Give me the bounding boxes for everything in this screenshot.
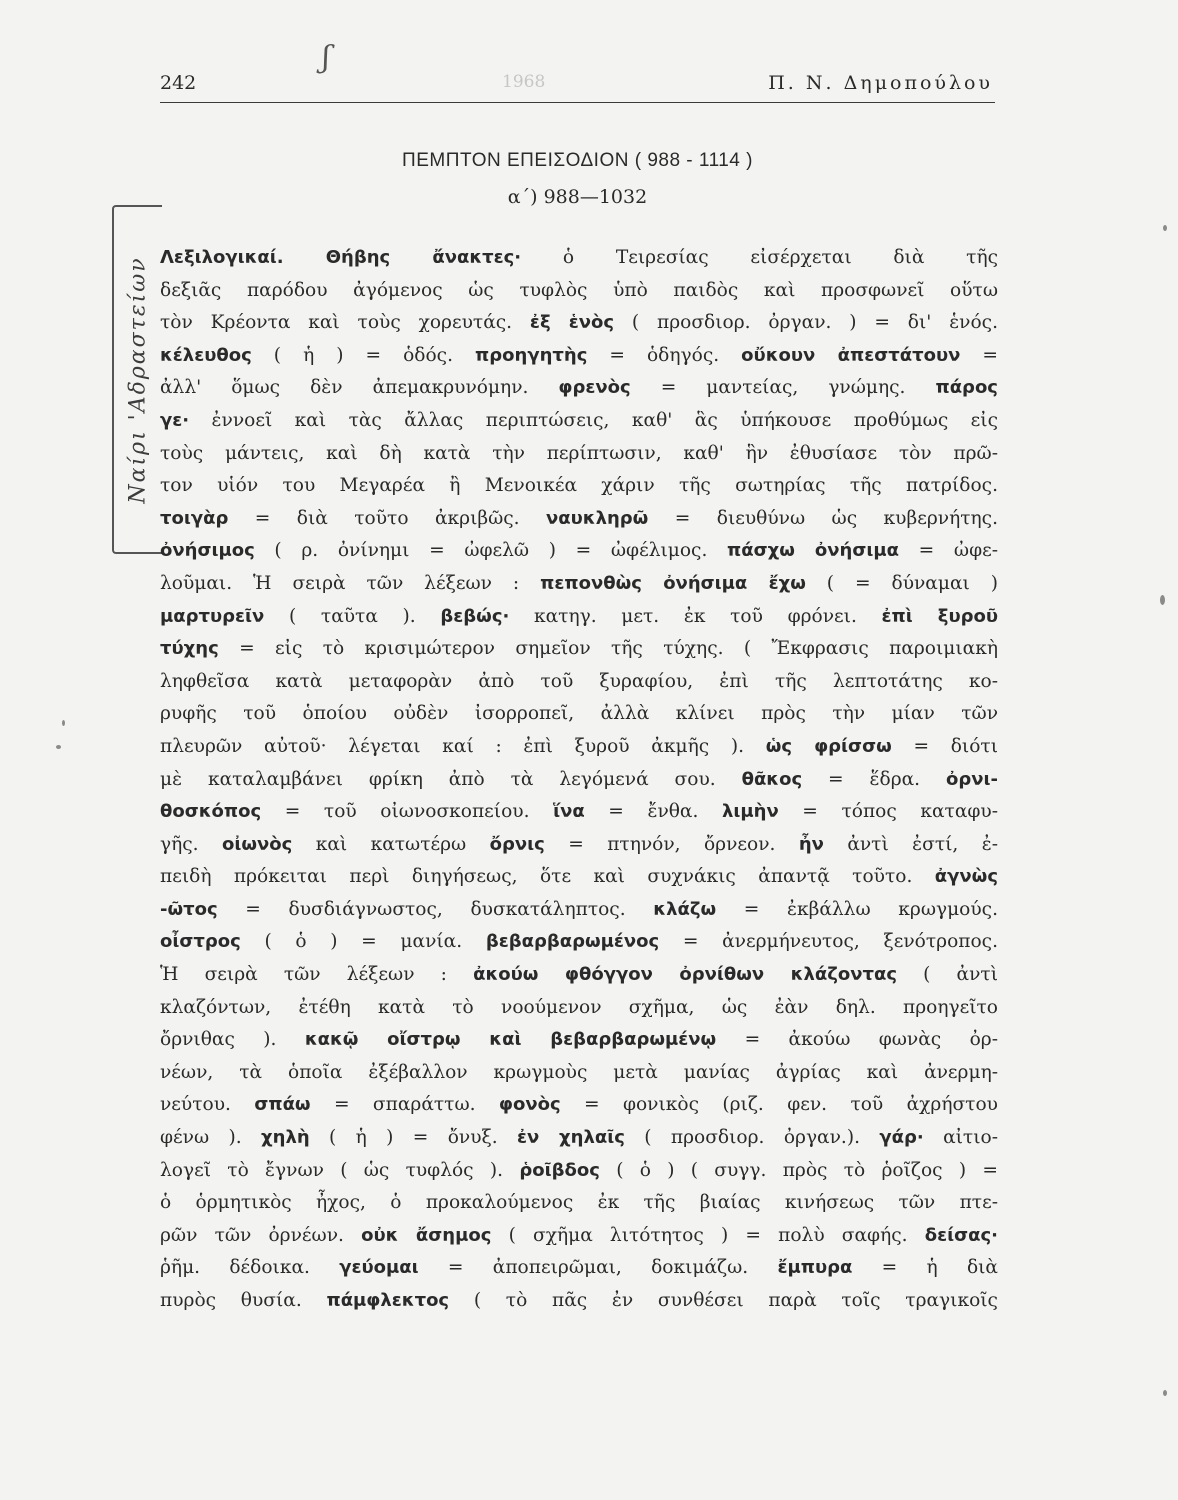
gloss-text: ἐννοεῖ καὶ τὰς ἄλλας περιπτώσεις, καθ' ἃς ὑπήκουσε προθύμως εἰς — [189, 409, 998, 431]
lemma-term: οὐκ ἄσημος — [361, 1224, 492, 1246]
gloss-text: = διὰ τοῦτο ἀκριβῶς. — [228, 507, 547, 529]
gloss-text: νεύτου. — [160, 1094, 255, 1116]
gloss-text: = δυσδιάγνωστος, δυσκατάληπτος. — [217, 898, 654, 920]
lemma-term: γάρ· — [879, 1127, 924, 1149]
gloss-text: ( σχῆμα λιτότητος ) = πολὺ σαφής. — [491, 1224, 925, 1246]
speck — [1160, 595, 1165, 605]
page-header — [160, 72, 995, 103]
gloss-text: μὲ καταλαμβάνει φρίκη ἀπὸ τὰ λεγόμενά σου. — [160, 768, 742, 790]
text-line — [160, 633, 998, 666]
text-line — [160, 1122, 998, 1155]
lemma-term: κέλευθος — [160, 344, 252, 366]
gloss-text: = ἐκβάλλω κρωγμούς. — [716, 898, 998, 920]
lemma-term: ἦν — [798, 833, 824, 855]
gloss-text: τον υἱόν του Μεγαρέα ἢ Μενοικέα χάριν τῆς σωτηρίας τῆς πατρίδος. — [160, 475, 998, 497]
gloss-text: = — [960, 344, 998, 366]
gloss-text: κατηγ. μετ. ἐκ τοῦ φρόνει. — [509, 605, 882, 627]
lemma-term: τύχης — [160, 638, 219, 660]
gloss-text: κλαζόντων, ἐτέθη κατὰ τὸ νοούμενον σχῆμα, ὡς ἐὰν δηλ. προηγεῖτο — [160, 996, 998, 1018]
gloss-text: = μαντείας, γνώμης. — [630, 377, 936, 399]
speck — [1163, 225, 1167, 231]
gloss-text: ὁ Τειρεσίας εἰσέρχεται διὰ τῆς — [521, 247, 998, 268]
gloss-text: = εἰς τὸ κρισιμώτερον σημεῖον τῆς τύχης. ( Ἔκφρασις παροιμιακὴ — [218, 638, 998, 660]
gloss-text: νέων, τὰ ὁποῖα ἐξέβαλλον κρωγμοὺς μετὰ μανίας ἀγρίας καὶ ἀνερμη- — [160, 1061, 998, 1083]
lemma-term: ναυκληρῶ — [546, 507, 649, 529]
pen-scribble: ʃ — [322, 40, 331, 75]
handwritten-margin-note — [112, 205, 162, 554]
gloss-text: ρυφῆς τοῦ ὁποίου οὐδὲν ἰσορροπεῖ, ἀλλὰ κλίνει πρὸς τὴν μίαν τῶν — [160, 703, 998, 725]
text-line — [160, 535, 998, 568]
text-line — [160, 1057, 998, 1090]
margin-note-text: Ναίρι 'Αδραστείων — [125, 255, 151, 504]
lemma-term: κακῷ οἴστρῳ καὶ βεβαρβαρωμένῳ — [304, 1029, 717, 1051]
gloss-text: πυρὸς θυσία. — [160, 1290, 327, 1311]
gloss-text: ρῶν τῶν ὀρνέων. — [160, 1224, 362, 1246]
gloss-text: γῆς. — [160, 833, 222, 855]
text-line — [160, 503, 998, 536]
lemma-term: βεβώς· — [440, 605, 510, 627]
gloss-text: ὄρνιθας ). — [160, 1029, 305, 1051]
lemma-term: βεβαρβαρωμένος — [485, 931, 660, 953]
gloss-text: ( τὸ πᾶς ἐν συνθέσει παρὰ τοῖς τραγικοῖς — [449, 1290, 998, 1311]
body-text — [160, 242, 998, 1318]
gloss-text: ἀντὶ ἐστί, ἐ- — [823, 833, 998, 855]
text-line — [160, 926, 998, 959]
lemma-term: φονὸς — [498, 1094, 561, 1116]
gloss-text: = διότι — [891, 735, 998, 757]
lemma-term: -ῶτος — [160, 898, 218, 920]
text-line — [160, 470, 998, 503]
lemma-term: γε· — [160, 409, 190, 431]
lemma-term: σπάω — [254, 1094, 311, 1116]
text-line — [160, 764, 998, 797]
gloss-text: ( ὁ ) ( συγγ. πρὸς τὸ ῥοῖζος ) = — [599, 1159, 998, 1181]
text-line — [160, 666, 998, 699]
lemma-term: θᾶκος — [741, 768, 803, 790]
gloss-text: Ἡ σειρὰ τῶν λέξεων : — [160, 964, 474, 986]
lemma-term: ὀρνι- — [946, 768, 998, 790]
lemma-term: ὡς φρίσσω — [765, 735, 892, 757]
lemma-term: πάσχω ὀνήσιμα — [727, 540, 900, 562]
gloss-text: = ἀποπειρῶμαι, δοκιμάζω. — [418, 1257, 778, 1279]
gloss-text: ( προσδιορ. ὀργαν. ) = δι' ἑνός. — [614, 312, 998, 334]
text-line — [160, 829, 998, 862]
text-line — [160, 894, 998, 927]
lemma-term: κλάζω — [653, 898, 717, 920]
lemma-term: ἐν χηλαῖς — [517, 1127, 625, 1149]
gloss-text: ( ἡ ) = ὄνυξ. — [309, 1127, 518, 1149]
lemma-term: θοσκόπος — [160, 801, 262, 823]
text-line — [160, 796, 998, 829]
text-line — [160, 1155, 998, 1188]
text-line — [160, 731, 998, 764]
lemma-term: πάμφλεκτος — [326, 1290, 450, 1311]
lemma-term: ἐπὶ ξυροῦ — [881, 605, 998, 627]
gloss-text: ( = δύναμαι ) — [805, 572, 998, 594]
gloss-text: ( ἡ ) = ὁδός. — [251, 344, 476, 366]
text-line — [160, 275, 998, 308]
gloss-text: αἰτιο- — [923, 1127, 998, 1149]
gloss-text: = ὁδηγός. — [587, 344, 742, 366]
lemma-term: ὄρνις — [489, 833, 545, 855]
text-line — [160, 861, 998, 894]
subsection-title: α΄) 988—1032 — [507, 186, 648, 208]
speck — [62, 720, 65, 726]
lemma-term: τοιγὰρ — [160, 507, 229, 529]
lemma-term: ἔμπυρα — [777, 1257, 853, 1279]
lemma-term: ῥοῖβδος — [519, 1159, 600, 1181]
text-line — [160, 959, 998, 992]
gloss-text: = ἡ διὰ — [852, 1257, 998, 1279]
section-title: ΠΕΜΠΤΟΝ ΕΠΕΙΣΟΔΙΟΝ ( 988 - 1114 ) — [402, 150, 753, 171]
text-line — [160, 340, 998, 373]
text-line — [160, 1285, 998, 1318]
gloss-text: ( ταῦτα ). — [264, 605, 441, 627]
gloss-text: = ἕδρα. — [802, 768, 946, 790]
lemma-term: δείσας· — [924, 1224, 998, 1246]
gloss-text: = διευθύνω ὡς κυβερνήτης. — [648, 507, 998, 529]
running-head: Π. Ν. Δημοπούλου — [768, 72, 993, 94]
text-line — [160, 992, 998, 1025]
gloss-text: πλευρῶν αὐτοῦ· λέγεται καί : ἐπὶ ξυροῦ ἀκμῆς ). — [160, 735, 766, 757]
gloss-text: τοὺς μάντεις, καὶ δὴ κατὰ τὴν περίπτωσιν, καθ' ἣν ἐθυσίασε τὸν πρῶ- — [160, 442, 998, 464]
text-line — [160, 1187, 998, 1220]
lemma-term: πάρος — [935, 377, 998, 399]
gloss-text: καὶ κατωτέρω — [292, 833, 490, 855]
lemma-term: οἰωνὸς — [221, 833, 293, 855]
text-line — [160, 1089, 998, 1122]
text-line — [160, 1024, 998, 1057]
lemma-term: ὀνήσιμος — [160, 540, 255, 562]
text-line — [160, 1220, 998, 1253]
lemma-term: ἵνα — [553, 801, 585, 823]
text-line — [160, 438, 998, 471]
gloss-text: πειδὴ πρόκειται περὶ διηγήσεως, ὅτε καὶ συχνάκις ἀπαντᾷ τοῦτο. — [160, 866, 935, 888]
gloss-text: ἀλλ' ὅμως δὲν ἀπεμακρυνόμην. — [160, 377, 559, 399]
lemma-term: ἐξ ἑνὸς — [529, 312, 615, 334]
gloss-text: = ὠφε- — [899, 540, 998, 562]
text-line — [160, 601, 998, 634]
lemma-term: χηλὴ — [261, 1127, 310, 1149]
gloss-text: ὁ ὁρμητικὸς ἦχος, ὁ προκαλούμενος ἐκ τῆς βιαίας κινήσεως τῶν πτε- — [160, 1192, 998, 1214]
gloss-text: ( ρ. ὀνίνημι = ὠφελῶ ) = ὠφέλιμος. — [254, 540, 728, 562]
page-number: 242 — [160, 72, 197, 94]
gloss-text: = ἀνερμήνευτος, ξενότροπος. — [659, 931, 998, 953]
text-line — [160, 568, 998, 601]
lemma-term: γεύομαι — [339, 1257, 419, 1279]
lemma-term: πεπονθὼς ὀνήσιμα ἔχω — [540, 572, 806, 594]
gloss-text: = φονικὸς (ριζ. φεν. τοῦ ἀχρήστου — [560, 1094, 998, 1116]
lemma-term: φρενὸς — [558, 377, 631, 399]
gloss-text: = ἀκούω φωνὰς ὀρ- — [716, 1029, 998, 1051]
text-line — [160, 405, 998, 438]
gloss-text: ληφθεῖσα κατὰ μεταφορὰν ἀπὸ τοῦ ξυραφίου, ἐπὶ τῆς λεπτοτάτης κο- — [160, 670, 998, 692]
gloss-text: τὸν Κρέοντα καὶ τοὺς χορευτάς. — [160, 312, 530, 334]
gloss-text: = πτηνόν, ὄρνεον. — [544, 833, 799, 855]
lemma-term: οἶστρος — [160, 931, 241, 953]
gloss-text: ( ὁ ) = μανία. — [240, 931, 486, 953]
gloss-text: λοῦμαι. Ἡ σειρὰ τῶν λέξεων : — [160, 572, 541, 594]
lemma-term: μαρτυρεῖν — [160, 605, 265, 627]
bleed-through-text: 1968 — [502, 72, 546, 92]
text-line — [160, 242, 998, 275]
speck — [1163, 1390, 1167, 1396]
gloss-text: ( προσδιορ. ὀργαν.). — [624, 1127, 880, 1149]
gloss-text: = τόπος καταφυ- — [778, 801, 998, 823]
gloss-text: = σπαράττω. — [310, 1094, 499, 1116]
text-line — [160, 1252, 998, 1285]
lemma-term: λιμὴν — [721, 801, 779, 823]
text-line — [160, 372, 998, 405]
lemma-term: ἀκούω φθόγγον ὀρνίθων κλάζοντας — [473, 964, 897, 986]
lemma-term: Λεξιλογικαί. Θήβης ἄνακτες· — [160, 247, 522, 268]
gloss-text: ( ἀντὶ — [897, 964, 998, 986]
lemma-term: ἀγνὼς — [934, 866, 998, 888]
text-line — [160, 698, 998, 731]
lemma-term: οὔκουν ἀπεστάτουν — [741, 344, 961, 366]
text-line — [160, 307, 998, 340]
speck — [56, 745, 61, 749]
gloss-text: = τοῦ οἰωνοσκοπείου. — [261, 801, 554, 823]
gloss-text: = ἔνθα. — [584, 801, 722, 823]
gloss-text: λογεῖ τὸ ἔγνων ( ὡς τυφλός ). — [160, 1159, 520, 1181]
gloss-text: φένω ). — [160, 1127, 262, 1149]
gloss-text: ῥῆμ. δέδοικα. — [160, 1257, 340, 1279]
gloss-text: δεξιᾶς παρόδου ἀγόμενος ὡς τυφλὸς ὑπὸ παιδὸς καὶ προσφωνεῖ οὕτω — [160, 279, 998, 301]
lemma-term: προηγητὴς — [475, 344, 588, 366]
